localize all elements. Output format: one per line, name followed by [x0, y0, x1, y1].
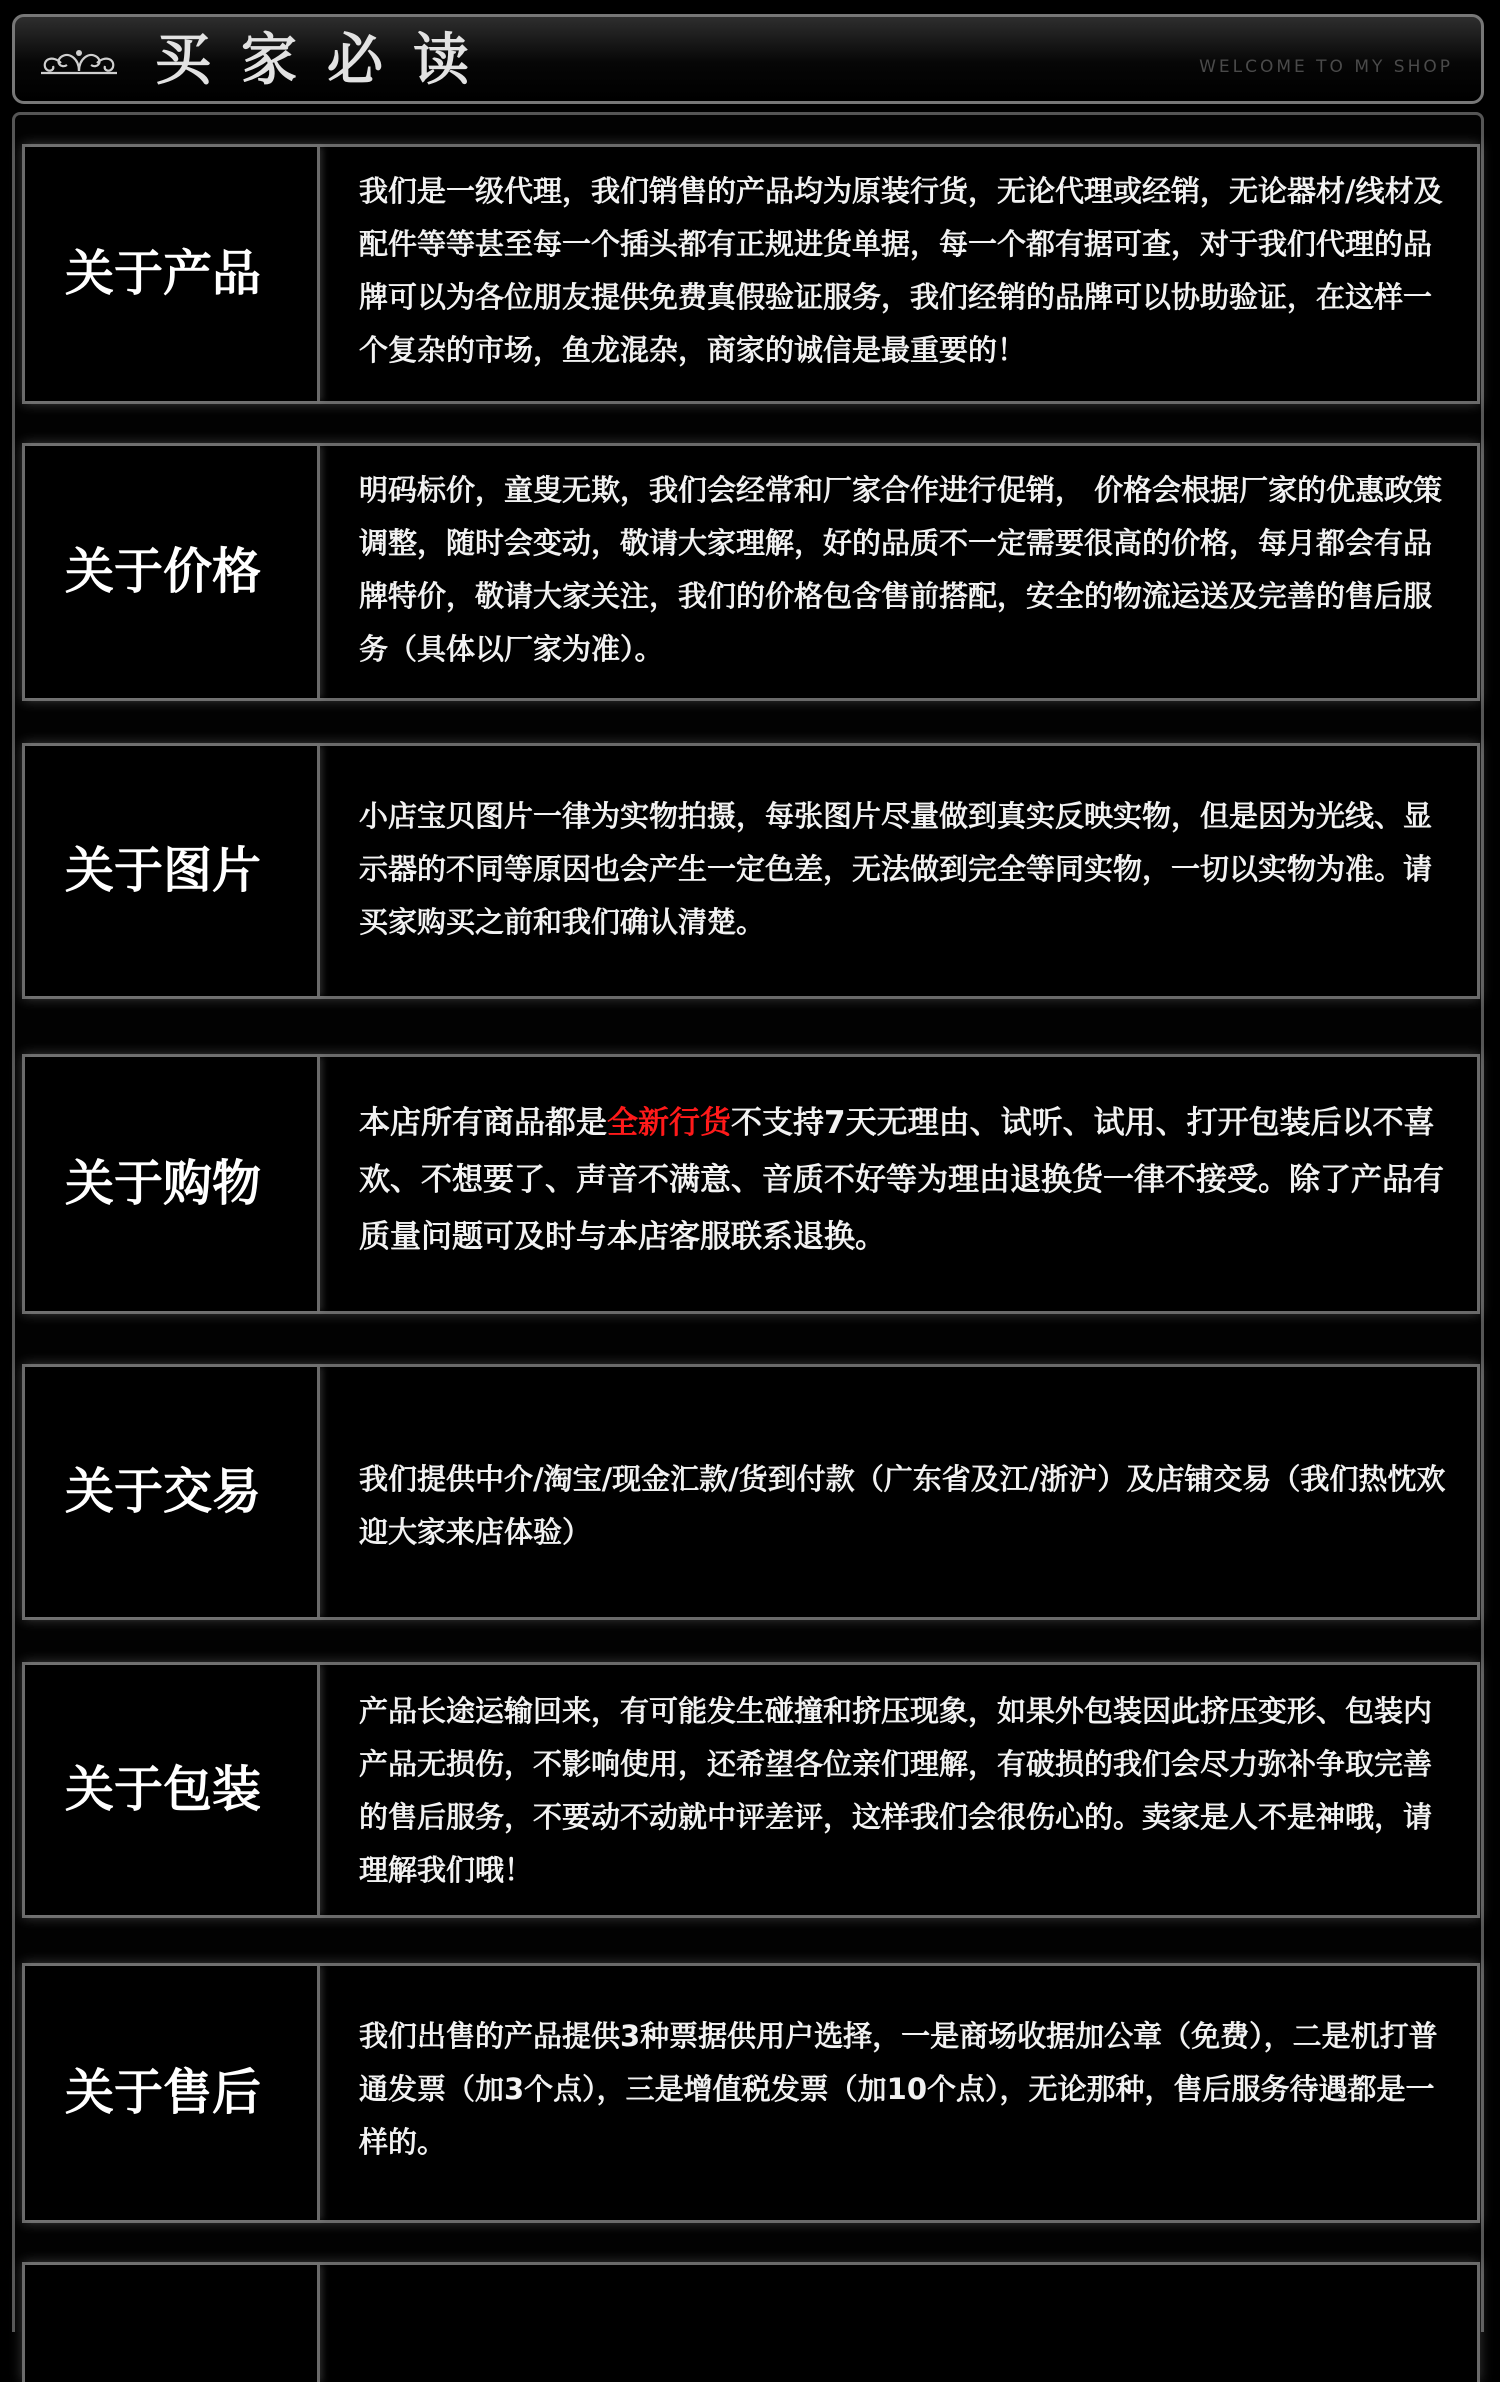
section-aftersales: [22, 1963, 1480, 2223]
section-label-cell: [25, 1665, 320, 1915]
section-label: 关于图片: [65, 842, 262, 899]
section-label: 关于交易: [65, 1463, 262, 1520]
section-price: [22, 443, 1480, 701]
section-text: 产品长途运输回来，有可能发生碰撞和挤压现象，如果外包装因此挤压变形、包装内产品无损伤，不影响使用，还希望各位亲们理解，有破损的我们会尽力弥补争取完善的售后服务，不要动不动就中评差评，这样我们会很伤心的。卖家是人不是神哦，请理解我们哦！: [359, 1694, 1433, 1887]
header-bar: [12, 14, 1484, 104]
page-title: 买家必读: [155, 28, 499, 93]
section-text: 我们提供中介/淘宝/现金汇款/货到付款（广东省及江/浙沪）及店铺交易（我们热忱欢迎大家来店体验）: [359, 1462, 1446, 1549]
section-text: 小店宝贝图片一律为实物拍摄，每张图片尽量做到真实反映实物，但是因为光线、显示器的不同等原因也会产生一定色差，无法做到完全等同实物，一切以实物为准。请买家购买之前和我们确认清楚。: [359, 799, 1433, 939]
section-label-cell: [25, 2265, 320, 2382]
section-label: 关于售后: [65, 2064, 262, 2121]
ornament-icon: [37, 41, 121, 81]
section-shopping: [22, 1054, 1480, 1314]
section-label: 关于包装: [65, 1761, 262, 1818]
section-label: 关于购物: [65, 1155, 262, 1212]
section-label-cell: [25, 446, 320, 698]
welcome-text: WELCOME TO MY SHOP: [1199, 57, 1453, 77]
text-before: 本店所有商品都是: [359, 1105, 607, 1141]
section-text: 我们出售的产品提供3种票据供用户选择，一是商场收据加公章（免费），二是机打普通发票（加3个点），三是增值税发票（加10个点），无论那种，售后服务待遇都是一样的。: [359, 2019, 1438, 2159]
section-picture: [22, 743, 1480, 999]
section-text: 我们是一级代理，我们销售的产品均为原装行货，无论代理或经销，无论器材/线材及配件等等甚至每一个插头都有正规进货单据，每一个都有据可查，对于我们代理的品牌可以为各位朋友提供免费真假验证服务，我们经销的品牌可以协助验证，在这样一个复杂的市场，鱼龙混杂，商家的诚信是最重要的！: [359, 174, 1443, 367]
section-label-cell: [25, 1057, 320, 1311]
section-next-partial: [22, 2262, 1480, 2382]
section-text: 明码标价，童叟无欺，我们会经常和厂家合作进行促销， 价格会根据厂家的优惠政策调整，随时会变动，敬请大家理解，好的品质不一定需要很高的价格，每月都会有品牌特价，敬请大家关注，我们的价格包含售前搭配，安全的物流运送及完善的售后服务（具体以厂家为准）。: [359, 473, 1443, 666]
section-label: 关于产品: [65, 245, 262, 302]
section-label-cell: [25, 746, 320, 996]
text-after: 不支持7天无理由、试听、试用、打开包装后以不喜欢、不想要了、声音不满意、音质不好等为理由退换货一律不接受。除了产品有质量问题可及时与本店客服联系退换。: [359, 1105, 1444, 1255]
section-trade: [22, 1364, 1480, 1620]
section-label: 关于价格: [65, 543, 262, 600]
highlight-text: 全新行货: [607, 1105, 731, 1141]
section-package: [22, 1662, 1480, 1918]
section-product: [22, 144, 1480, 404]
section-label-cell: [25, 1367, 320, 1617]
section-label-cell: [25, 1966, 320, 2220]
section-label-cell: [25, 147, 320, 401]
section-text: [359, 1095, 1447, 1266]
